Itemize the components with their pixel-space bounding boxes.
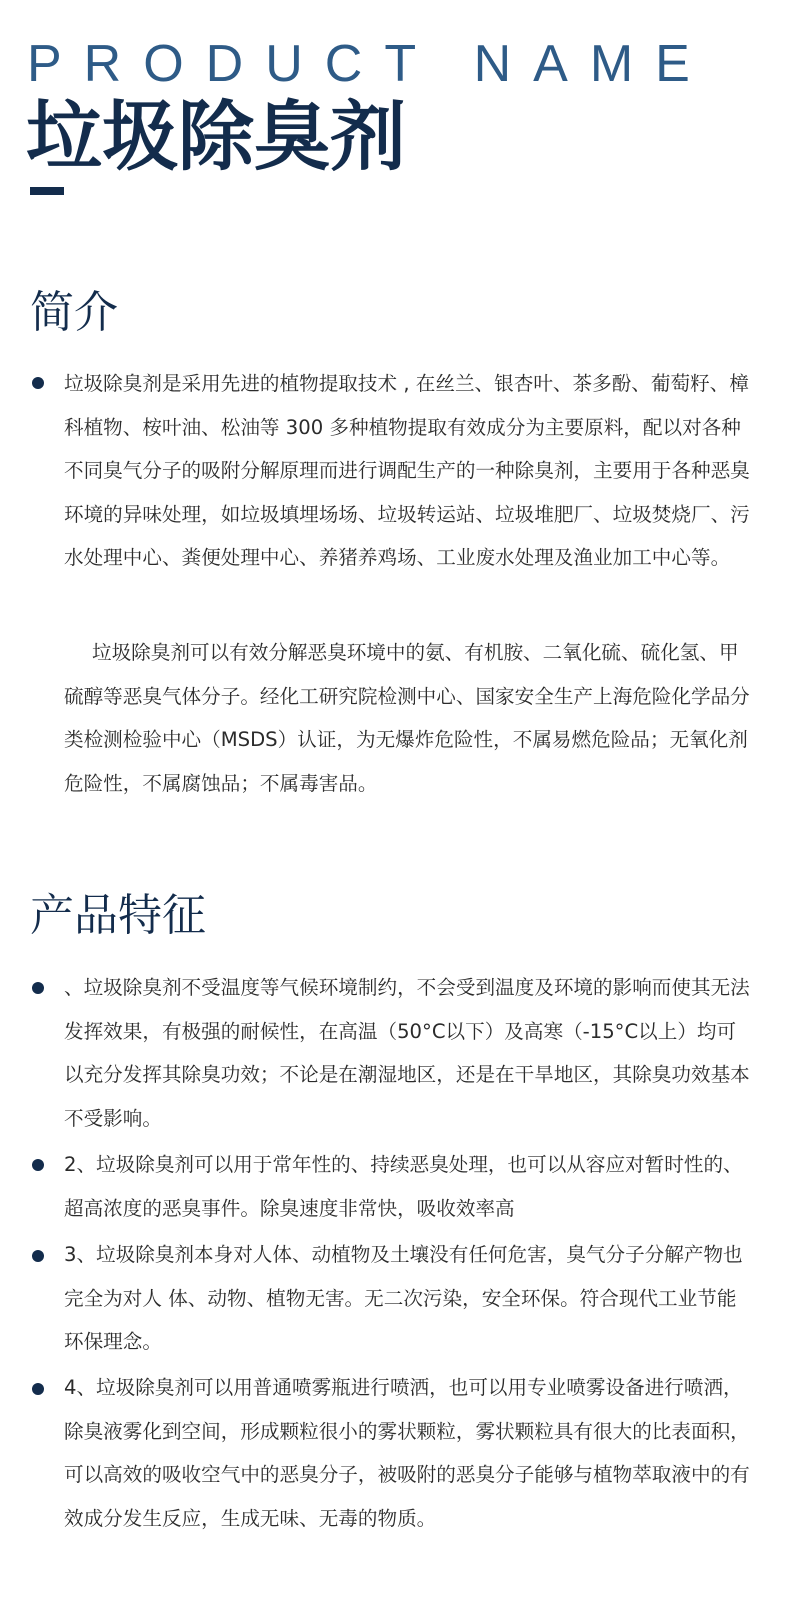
- intro-paragraph-1: 垃圾除臭剂是采用先进的植物提取技术 , 在丝兰、银杏叶、茶多酚、葡萄籽、樟科植物、桉叶油、松油等 300 多种植物提取有效成分为主要原料，配以对各种不同臭气分子的吸附分解原理而进行调配生产的一种除臭剂，主要用于各种恶臭环境的异味处理，如垃圾填埋场场、垃圾转运站、垃圾堆肥厂、垃圾焚烧厂、污水处理中心、粪便处理中心、养猪养鸡场、工业废水处理及渔业加工中心等。: [64, 372, 750, 570]
- intro-heading: 简介: [30, 287, 118, 338]
- intro-paragraph-2: 垃圾除臭剂可以有效分解恶臭环境中的氨、有机胺、二氧化硫、硫化氢、甲硫醇等恶臭气体分子。经化工研究院检测中心、国家安全生产上海危险化学品分类检测检验中心（MSDS）认证，为无爆炸危险性，不属易燃危险品；无氧化剂危险性，不属腐蚀品；不属毒害品。: [64, 641, 750, 795]
- feature-item: 4、垃圾除臭剂可以用普通喷雾瓶进行喷洒，也可以用专业喷雾设备进行喷洒，除臭液雾化到空间，形成颗粒很小的雾状颗粒，雾状颗粒具有很大的比表面积，可以高效的吸收空气中的恶臭分子，被吸附的恶臭分子能够与植物萃取液中的有效成分发生反应，生成无味、无毒的物质。: [64, 1376, 750, 1530]
- product-title: 垃圾除臭剂: [26, 92, 406, 181]
- feature-bullet: [32, 1159, 44, 1171]
- feature-bullet: [32, 1383, 44, 1395]
- feature-item: 3、垃圾除臭剂本身对人体、动植物及土壤没有任何危害，臭气分子分解产物也完全为对人 体、动物、植物无害。无二次污染，安全环保。符合现代工业节能环保理念。: [64, 1243, 743, 1354]
- intro-bullet: [32, 377, 44, 389]
- title-underline: [30, 187, 64, 195]
- feature-item: 、垃圾除臭剂不受温度等气候环境制约，不会受到温度及环境的影响而使其无法发挥效果，有极强的耐候性，在高温（50°C以下）及高寒（-15°C以上）均可以充分发挥其除臭功效；不论是在潮湿地区，还是在干旱地区，其除臭功效基本不受影响。: [64, 976, 750, 1130]
- features-heading: 产品特征: [30, 890, 206, 941]
- feature-bullet: [32, 1250, 44, 1262]
- feature-bullet: [32, 982, 44, 994]
- product-name-eyebrow: PRODUCT NAME: [27, 35, 712, 93]
- feature-item: 2、垃圾除臭剂可以用于常年性的、持续恶臭处理，也可以从容应对暂时性的、超高浓度的恶臭事件。除臭速度非常快，吸收效率高: [64, 1153, 743, 1220]
